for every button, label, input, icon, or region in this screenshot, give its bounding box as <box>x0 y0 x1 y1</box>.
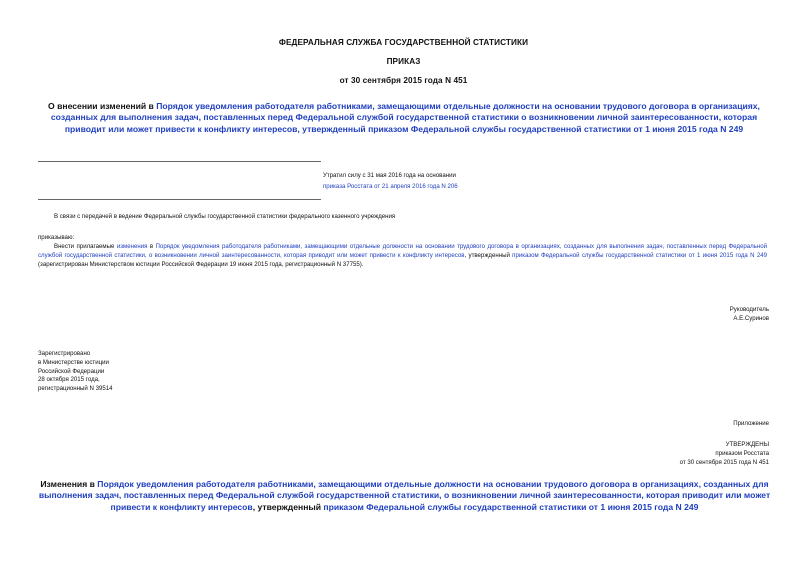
changes-title <box>38 479 771 513</box>
para-text-mid2: , утвержденный <box>464 251 513 259</box>
registration-block <box>38 350 113 394</box>
order-title-prefix: О внесении изменений в <box>48 101 157 111</box>
para-text-mid1: в <box>147 243 156 250</box>
approval-block <box>680 441 769 467</box>
document-type: ПРИКАЗ <box>386 57 421 66</box>
registration-line: Российской Федерации <box>38 367 105 375</box>
registration-line: Зарегистрировано <box>38 350 91 357</box>
registration-line: регистрационный N 39514 <box>38 385 113 393</box>
status-repeal-link[interactable]: приказа Росстата от 21 апреля 2016 года N 206 <box>323 183 458 190</box>
signatory-role: Руководитель <box>729 306 769 313</box>
signatory-name: А.Е.Суринов <box>733 314 769 322</box>
order-word: приказываю: <box>38 234 75 241</box>
main-paragraph <box>38 243 767 269</box>
preamble: В связи с передачей в ведение Федеральной службы государственной статистики федерального казенного учреждения <box>54 213 396 220</box>
status-note: Утратил силу с 31 мая 2016 года на основании <box>323 172 456 179</box>
agency-heading: ФЕДЕРАЛЬНАЯ СЛУЖБА ГОСУДАРСТВЕННОЙ СТАТИСТИКИ <box>278 38 529 47</box>
divider-top <box>38 161 321 162</box>
para-text-end: (зарегистрирован Министерством юстиции Российской Федерации 19 июня 2015 года, регистрационный N 37755). <box>38 260 364 268</box>
order-title-link[interactable]: Порядок уведомления работодателя работниками, замещающими отдельные должности на основании трудового договора в организациях, созданных для выполнения задач, поставленных перед Федеральной службой государственной статистики о возникновении личной заинтересованности, которая приводит или может привести к конфликту интересов, утвержденный приказом Федеральной службы государственной статистики от 1 июня 2015 года N 249 <box>50 101 760 134</box>
approved-date: от 30 сентября 2015 года N 451 <box>679 458 769 466</box>
signature-block <box>730 306 769 324</box>
approved-by: приказом Росстата <box>715 449 769 457</box>
changes-title-mid: , утвержденный <box>252 501 324 512</box>
para-text-start: Внести прилагаемые <box>54 243 117 250</box>
appendix-label: Приложение <box>733 420 769 427</box>
changes-title-prefix: Изменения в <box>40 479 98 489</box>
changes-link[interactable]: изменения <box>116 243 148 250</box>
divider-bottom <box>38 199 321 200</box>
approved-word: УТВЕРЖДЕНЫ <box>725 441 769 448</box>
registration-line: 28 октября 2015 года, <box>38 376 100 384</box>
changes-title-order-link[interactable]: приказом Федеральной службы государственной статистики от 1 июня 2015 года N 249 <box>323 501 699 512</box>
changes-title-procedure-link[interactable]: Порядок уведомления работодателя работниками, замещающими отдельные должности на основании трудового договора в организациях, созданных для выполнения задач, поставленных перед Федеральной службой государственной статистики, о возникновении личной заинтересованности, которая приводит или может привести к конфликту интересов <box>38 479 771 512</box>
order-249-link[interactable]: приказом Федеральной службы государственной статистики от 1 июня 2015 года N 249 <box>512 251 768 259</box>
procedure-link[interactable]: Порядок уведомления работодателя работниками, замещающими отдельные должности на основании трудового договора в организациях, созданных для выполнения задач, поставленных перед Федеральной службой государственной статистики, о возникновении личной заинтересованности, которая приводит или может привести к конфликту интересов <box>38 243 768 259</box>
order-date-number: от 30 сентября 2015 года N 451 <box>339 76 468 85</box>
order-title <box>36 101 772 135</box>
registration-line: в Министерстве юстиции <box>38 358 109 366</box>
